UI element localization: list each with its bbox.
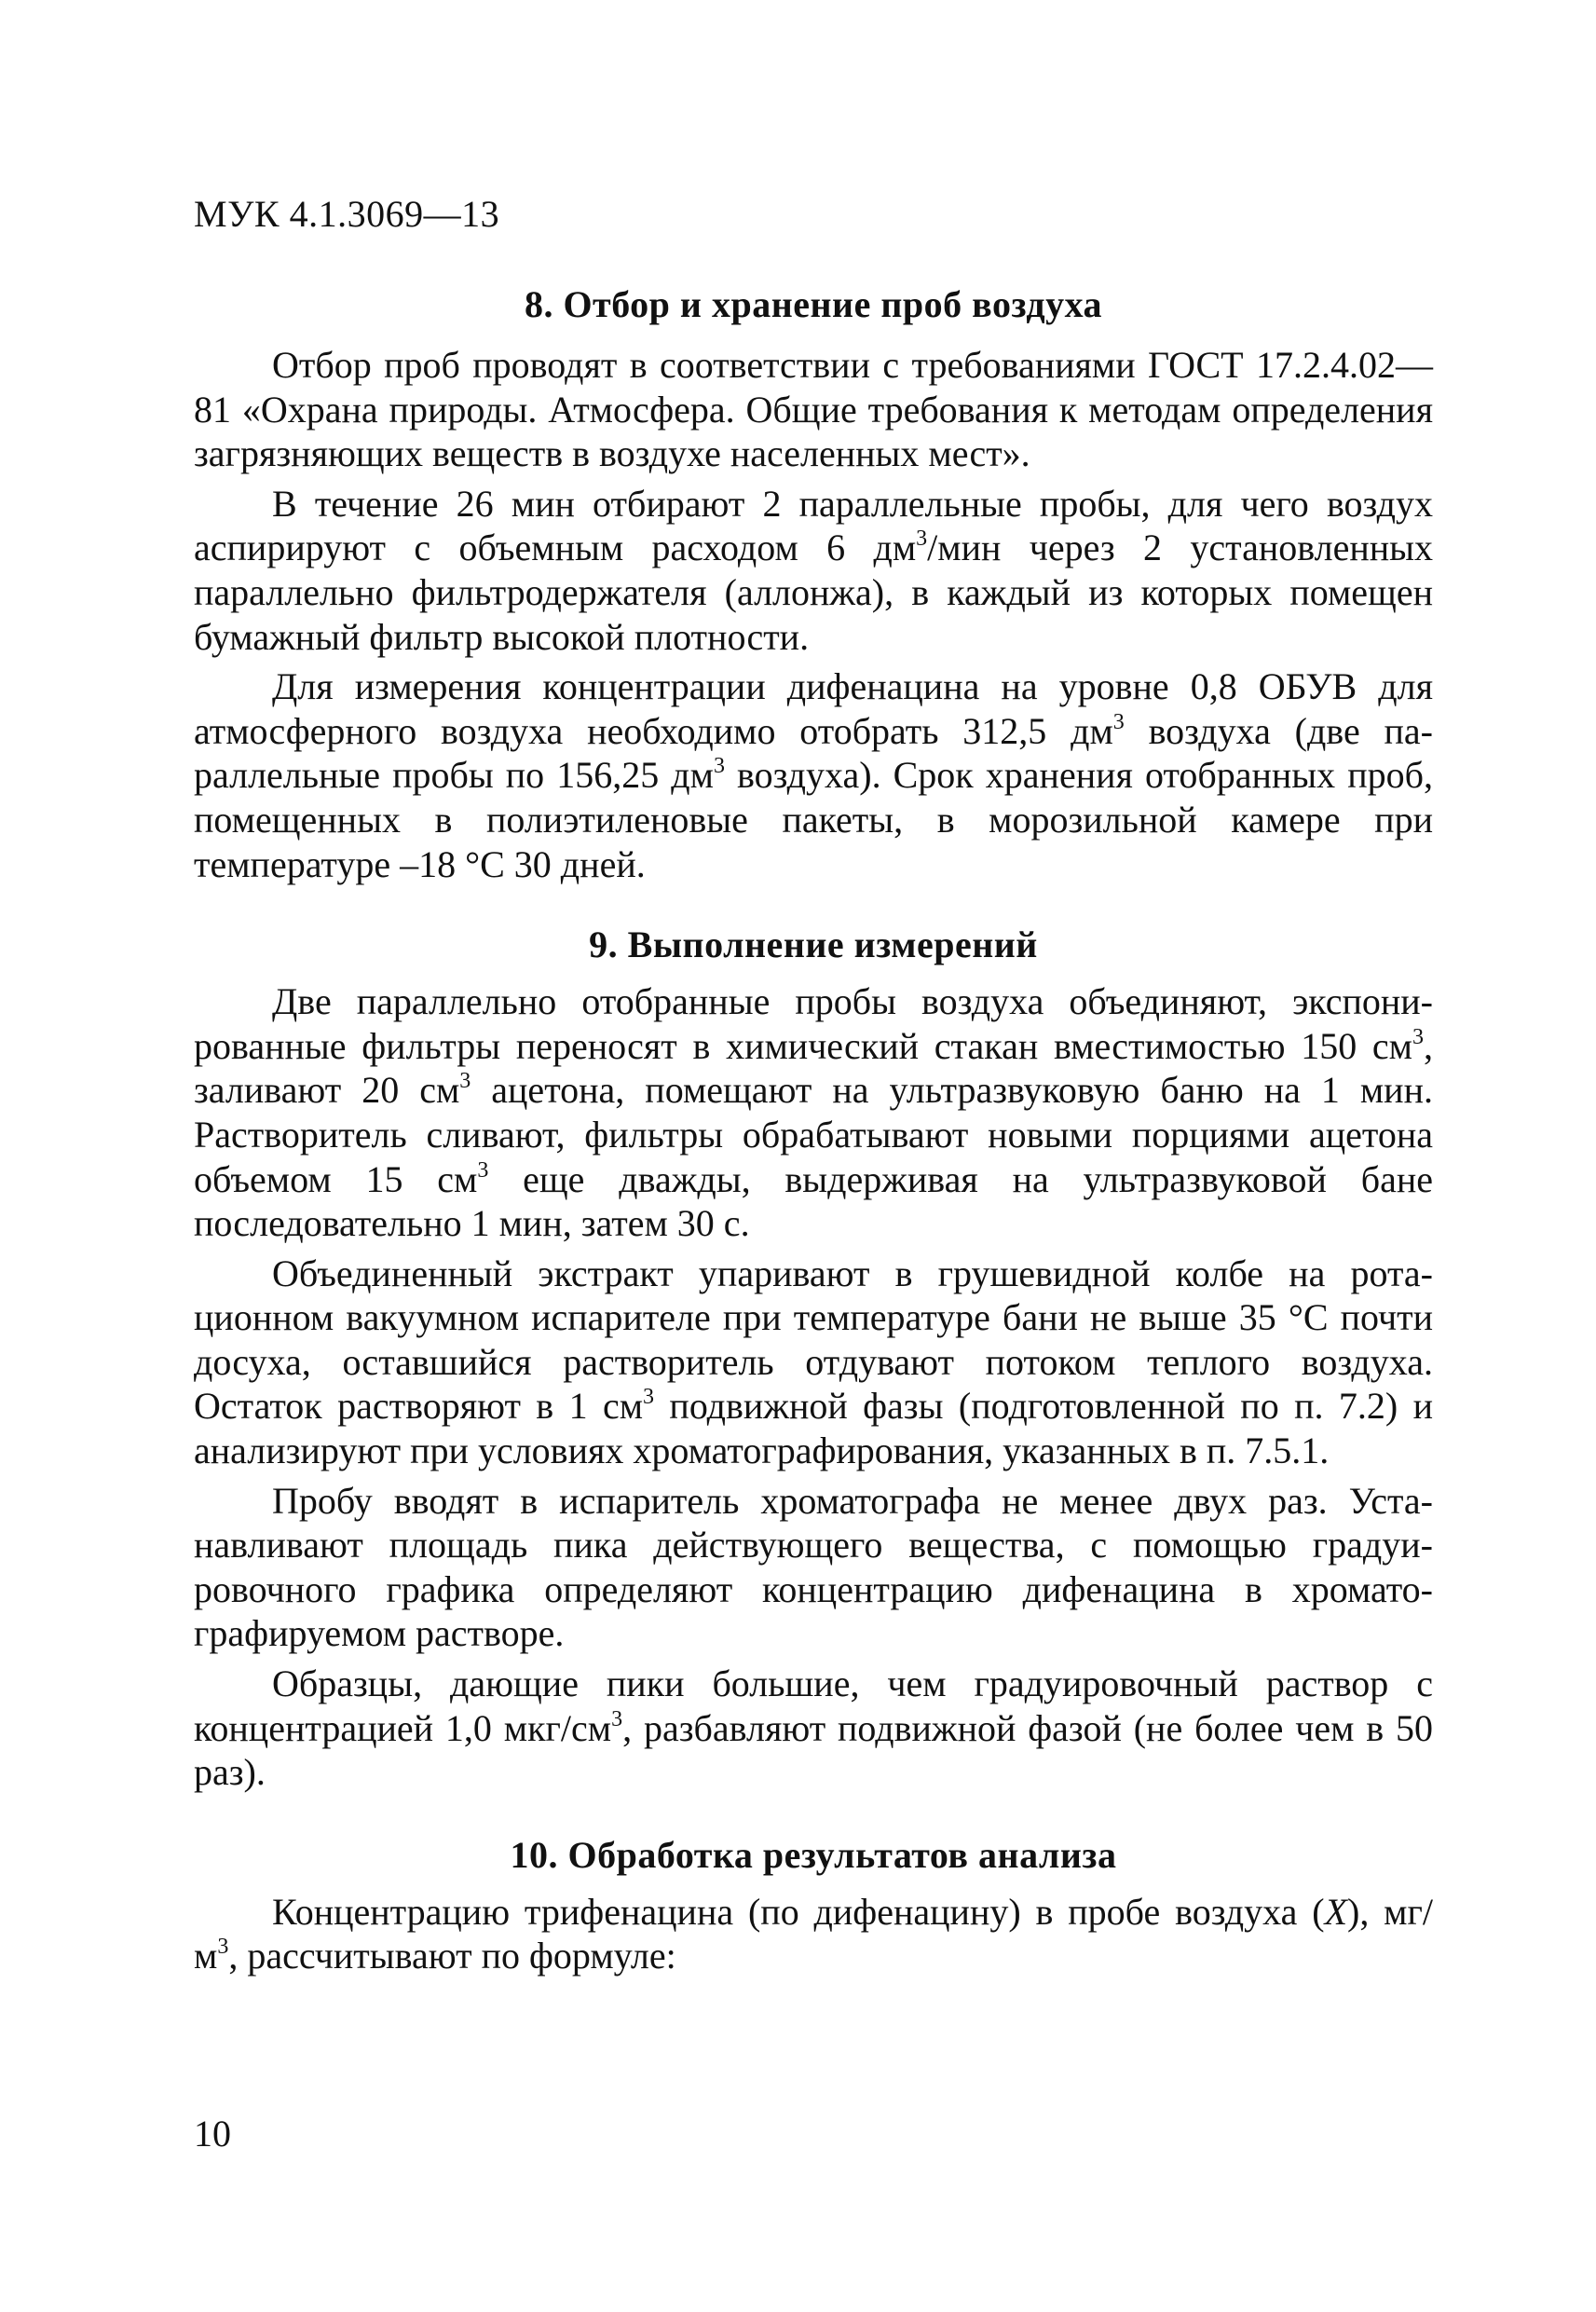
superscript: 3 [477,1157,489,1183]
superscript: 3 [1112,709,1125,734]
text-run: Для измерения концентрации дифенацина на уровне 0,8 ОБУВ для атмосферного воздуха необходимо отобрать 312,5 дм [194,665,1433,752]
superscript: 3 [459,1069,471,1094]
text-run: , разбавляют подвижной фазой (не более чем в 50 раз). [194,1706,1433,1794]
section-9-paragraph-4 [194,1662,1433,1795]
superscript: 3 [1412,1024,1424,1049]
section-8-paragraph-1: Отбор проб проводят в соответствии с требованиями ГОСТ 17.2.4.02—81 «Охрана природы. Атмосфера. Общие требования к методам определения загрязняющих веществ в воздухе населенных мест». [194,344,1433,475]
text-run: подвижной фазы (подготовленной по п. 7.2) и анализируют при условиях хроматографирования, указанных в п. 7.5.1. [194,1385,1433,1472]
text-run: еще дважды, выдерживая на ультразвуковой бане последовательно 1 мин, затем 30 с. [194,1157,1433,1245]
section-10-paragraph-1 [194,1890,1433,1978]
superscript: 3 [916,527,928,552]
text-run: Две параллельно отобранные пробы воздуха объединяют, экспонированные фильтры переносят в химический стакан вместимостью 150 см [194,980,1433,1067]
section-8-paragraph-3 [194,664,1433,886]
text-run: ), мг/м [194,1890,1434,1977]
superscript: 3 [643,1385,655,1410]
superscript: 3 [713,754,725,779]
page-number: 10 [194,2113,231,2155]
section-10-title: 10. Обработка результатов анализа [510,1833,1117,1876]
superscript: 3 [217,1935,229,1960]
superscript: 3 [611,1706,623,1731]
text-run: Образцы, дающие пики большие, чем градуировочный раствор с концентрацией 1,0 мкг/см [194,1662,1433,1749]
text-run: воздуха). Срок хранения отобранных проб, помещенных в полиэтиленовые пакеты, в морозильной камере при температуре –18 °С 30 дней. [194,754,1433,885]
section-9-paragraph-2 [194,1252,1433,1473]
text-run: В течение 26 мин отбирают 2 параллельные пробы, для чего воздух аспирируют с объемным расходом 6 дм [194,482,1433,569]
text-run: /мин через 2 установленных параллельно фильтродержателя (аллонжа), в каждый из которых помещен бумажный фильтр высокой плотности. [194,527,1434,658]
text-run: , заливают 20 см [194,1024,1433,1112]
page-content [194,280,1433,1984]
text-run: Объединенный экстракт упаривают в грушевидной колбе на ротационном вакуумном испарителе при температуре бани не выше 35 °С почти досуха, оставшийся растворитель отдувают потоком теплого воздуха. Остаток растворяют в 1 см [194,1252,1433,1428]
document-code: МУК 4.1.3069—13 [194,193,500,235]
text-run: ацетона, помещают на ультразвуковую баню на 1 мин. Растворитель сливают, фильтры обрабатывают новыми порциями ацетона объемом 15 см [194,1069,1433,1200]
section-9-paragraph-3: Пробу вводят в испаритель хроматографа не менее двух раз. Устанавливают площадь пика действующего вещества, с помощью градуировочного графика определяют концентрацию дифенацина в хроматографируемом растворе. [194,1479,1433,1655]
text-run: Концентрацию трифенацина (по дифенацину) в пробе воздуха ( [272,1890,1325,1933]
text-run: , рассчитывают по формуле: [228,1935,676,1977]
section-9-title: 9. Выполнение измерений [589,923,1038,966]
text-run: воздуха (две параллельные пробы по 156,25 дм [194,709,1433,797]
section-9-paragraph-1 [194,979,1433,1246]
section-8-title: 8. Отбор и хранение проб воздуха [524,283,1103,325]
variable-x: X [1324,1890,1347,1933]
section-8-paragraph-2 [194,482,1433,659]
